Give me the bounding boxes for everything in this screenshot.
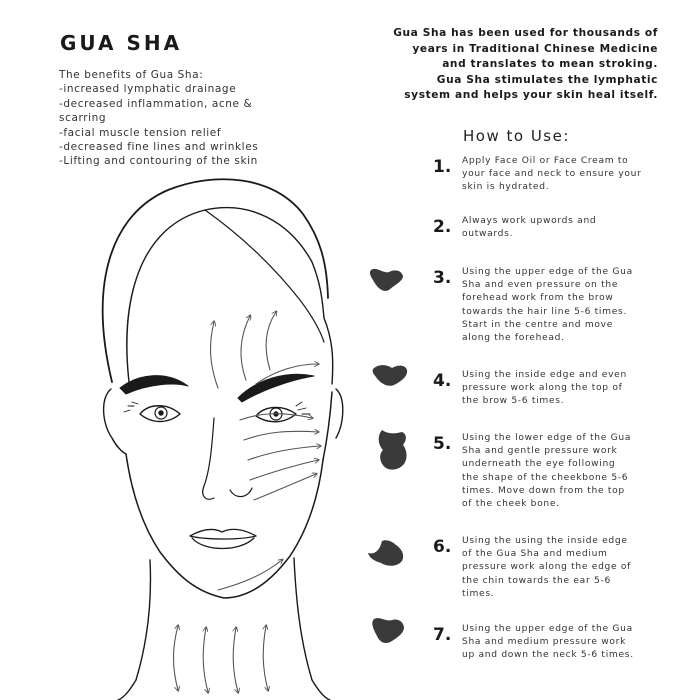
- step-line: up and down the neck 5-6 times.: [462, 650, 634, 661]
- step-line: of the Gua Sha and medium: [462, 549, 608, 560]
- step-line: pressure work along the edge of: [462, 562, 632, 573]
- step-number: 3.: [433, 268, 452, 288]
- step-line: of the cheek bone.: [462, 499, 560, 510]
- step-line: the shape of the cheekbone 5-6: [462, 472, 629, 483]
- step-line: times.: [462, 588, 495, 599]
- step-number: 4.: [433, 371, 452, 391]
- step-line: Using the inside edge and even: [462, 370, 627, 380]
- step-line: Sha and gentle pressure work: [462, 446, 618, 457]
- step-line: the chin towards the ear 5-6: [462, 575, 611, 586]
- intro-line: Gua Sha stimulates the lymphatic: [436, 73, 658, 86]
- step-line: the brow 5-6 times.: [462, 396, 565, 407]
- step-number: 5.: [433, 434, 452, 454]
- step-line: outwards.: [462, 229, 514, 240]
- step-line: towards the hair line 5-6 times.: [462, 306, 628, 317]
- benefit-line: -decreased fine lines and wrinkles: [59, 141, 259, 154]
- step-line: Apply Face Oil or Face Cream to: [462, 156, 629, 166]
- step-line: Sha and even pressure on the: [462, 280, 619, 291]
- step-line: Using the upper edge of the Gua: [462, 267, 633, 277]
- step-line: skin is hydrated.: [462, 182, 550, 193]
- step-number: 7.: [433, 625, 452, 645]
- step-line: Start in the centre and move: [462, 319, 614, 330]
- benefit-line: -Lifting and contouring of the skin: [59, 155, 258, 168]
- intro-line: and translates to mean stroking.: [442, 58, 658, 71]
- step-line: times. Move down from the top: [462, 485, 625, 496]
- step-line: underneath the eye following: [462, 459, 616, 470]
- step-line: Using the upper edge of the Gua: [462, 624, 633, 634]
- step-line: Using the lower edge of the Gua: [462, 433, 632, 443]
- step-line: pressure work along the top of: [462, 383, 623, 394]
- step-line: Sha and medium pressure work: [462, 637, 627, 648]
- benefit-line: scarring: [59, 112, 107, 125]
- benefit-line: -increased lymphatic drainage: [59, 83, 237, 96]
- intro-line: years in Traditional Chinese Medicine: [412, 42, 658, 55]
- step-line: Always work upwords and: [462, 216, 597, 226]
- intro-line: system and helps your skin heal itself.: [404, 89, 658, 102]
- step-number: 2.: [433, 217, 452, 237]
- step-line: along the forehead.: [462, 333, 565, 344]
- page-title: GUA SHA: [60, 31, 183, 55]
- benefit-line: -decreased inflammation, acne &: [59, 97, 253, 110]
- how-to-heading: How to Use:: [463, 127, 570, 145]
- step-line: Using the using the inside edge: [462, 536, 628, 546]
- step-number: 1.: [433, 157, 452, 177]
- benefits-heading: The benefits of Gua Sha:: [59, 69, 204, 81]
- step-line: forehead work from the brow: [462, 293, 614, 304]
- benefit-line: -facial muscle tension relief: [59, 126, 222, 139]
- step-line: your face and neck to ensure your: [462, 169, 642, 180]
- intro-line: Gua Sha has been used for thousands of: [393, 27, 658, 39]
- step-number: 6.: [433, 537, 452, 557]
